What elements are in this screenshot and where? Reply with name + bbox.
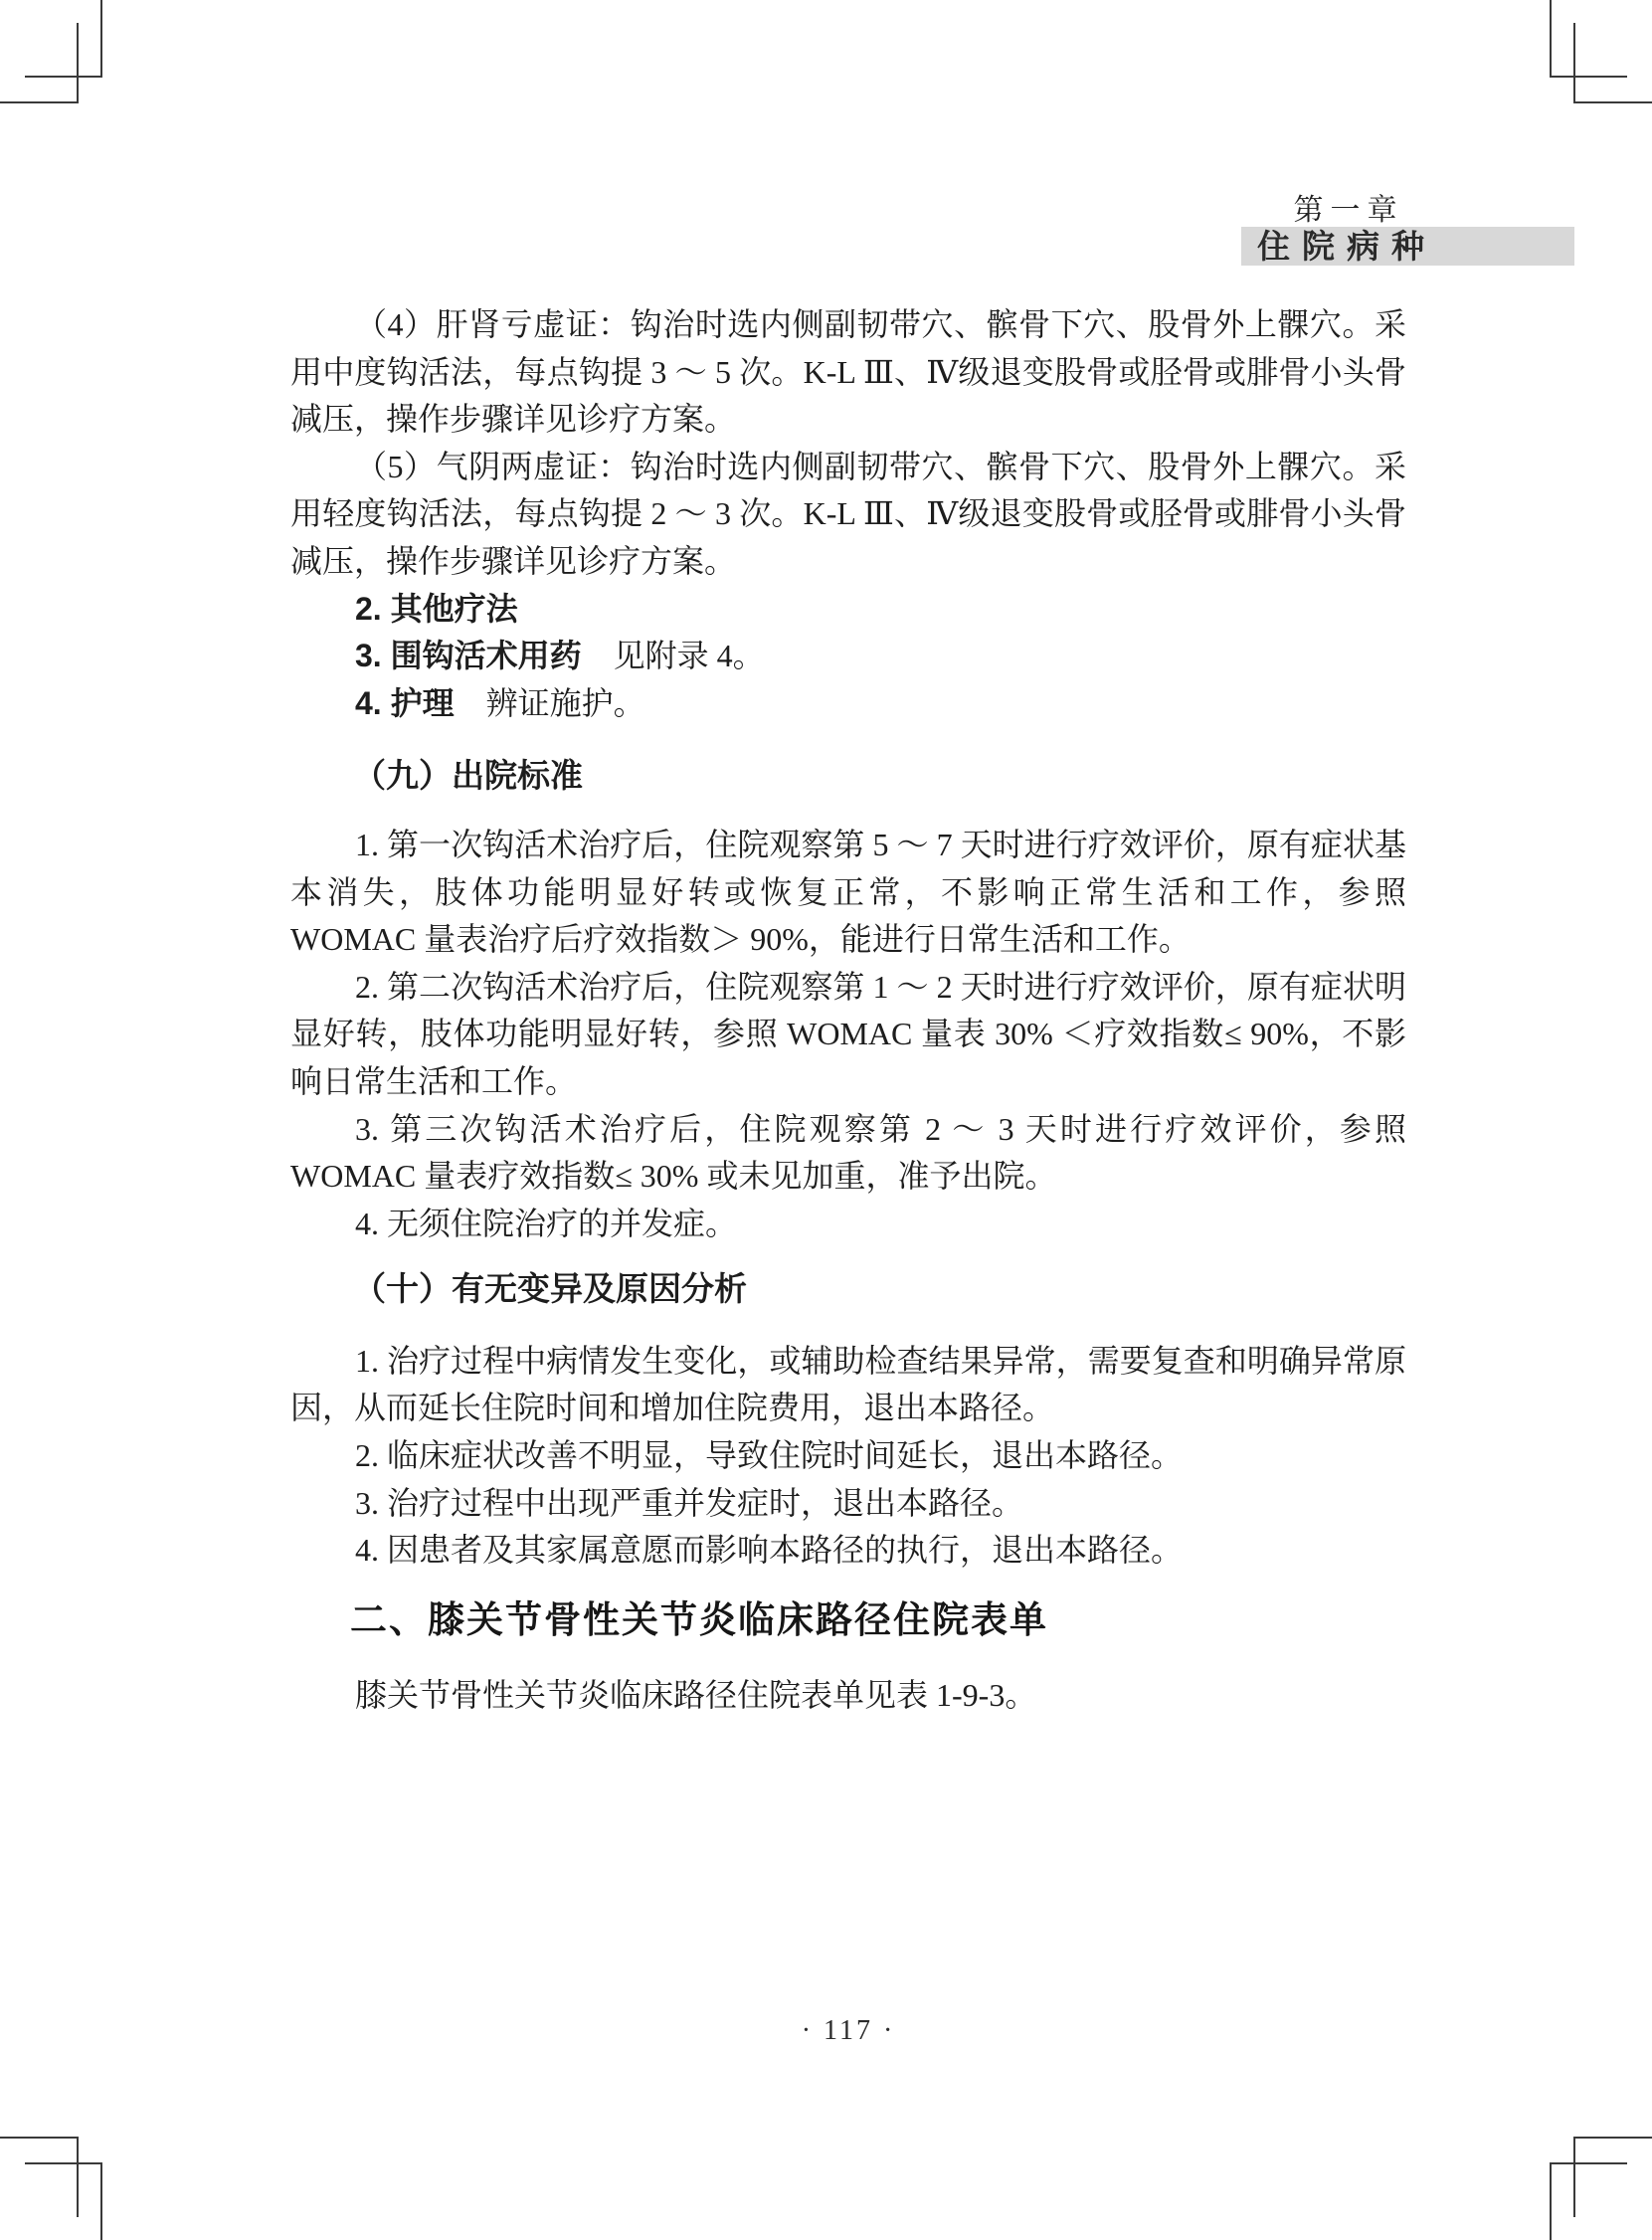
variation-item: 3. 治疗过程中出现严重并发症时，退出本路径。: [355, 1484, 1024, 1521]
paragraph-table-reference: 膝关节骨性关节炎临床路径住院表单见表 1-9-3。: [355, 1676, 1037, 1713]
list-item-other-therapies: [290, 586, 1406, 634]
heading-discharge-criteria: （九）出院标准: [353, 759, 583, 796]
variation-item: 1. 治疗过程中病情发生变化，或辅助检查结果异常，需要复查和明确异常原因，从而延长住院时间和增加住院费用，退出本路径。: [290, 1342, 1406, 1426]
discharge-item: 4. 无须住院治疗的并发症。: [355, 1205, 738, 1241]
list-item-label: 3. 围钩活术用药: [355, 638, 582, 674]
list-item-perioperative-medication: [290, 633, 1406, 680]
list-item-label: 4. 护理: [355, 684, 455, 721]
section-bar: 住院病种: [1241, 227, 1574, 266]
chapter-label: 第一章: [1293, 194, 1404, 227]
discharge-item: 1. 第一次钩活术治疗后，住院观察第 5 ～ 7 天时进行疗效评价，原有症状基本消失，肢体功能明显好转或恢复正常，不影响正常生活和工作，参照 WOMAC 量表治疗后疗效指数＞ 90%，能进行日常生活和工作。: [290, 826, 1406, 958]
paragraph-syndrome-4: （4）肝肾亏虚证：钩治时选内侧副韧带穴、髌骨下穴、股骨外上髁穴。采用中度钩活法，每点钩提 3 ～ 5 次。K-L Ⅲ、Ⅳ级退变股骨或胫骨或腓骨小头骨减压，操作步骤详见诊疗方案。: [290, 306, 1406, 438]
discharge-item: 2. 第二次钩活术治疗后，住院观察第 1 ～ 2 天时进行疗效评价，原有症状明显好转，肢体功能明显好转，参照 WOMAC 量表 30% ＜疗效指数≤ 90%，不影响日常生活和工作。: [290, 968, 1406, 1099]
variation-item: 4. 因患者及其家属意愿而影响本路径的执行，退出本路径。: [355, 1532, 1184, 1569]
page-body: [290, 301, 1406, 1719]
list-item-text: 辨证施护。: [454, 684, 645, 721]
list-item-nursing: [290, 680, 1406, 728]
variation-item: 2. 临床症状改善不明显，导致住院时间延长，退出本路径。: [355, 1437, 1184, 1474]
list-item-label: 2. 其他疗法: [355, 590, 518, 627]
paragraph-syndrome-5: （5）气阴两虚证：钩治时选内侧副韧带穴、髌骨下穴、股骨外上髁穴。采用轻度钩活法，每点钩提 2 ～ 3 次。K-L Ⅲ、Ⅳ级退变股骨或胫骨或腓骨小头骨减压，操作步骤详见诊疗方案。: [290, 448, 1406, 579]
heading-inpatient-form: 二、膝关节骨性关节炎临床路径住院表单: [350, 1598, 1048, 1640]
list-item-text: 见附录 4。: [581, 638, 765, 674]
heading-variation-analysis: （十）有无变异及原因分析: [353, 1272, 747, 1309]
page-number: · 117 ·: [801, 2015, 896, 2046]
discharge-item: 3. 第三次钩活术治疗后，住院观察第 2 ～ 3 天时进行疗效评价，参照 WOMAC 量表疗效指数≤ 30% 或未见加重，准予出院。: [290, 1110, 1406, 1195]
